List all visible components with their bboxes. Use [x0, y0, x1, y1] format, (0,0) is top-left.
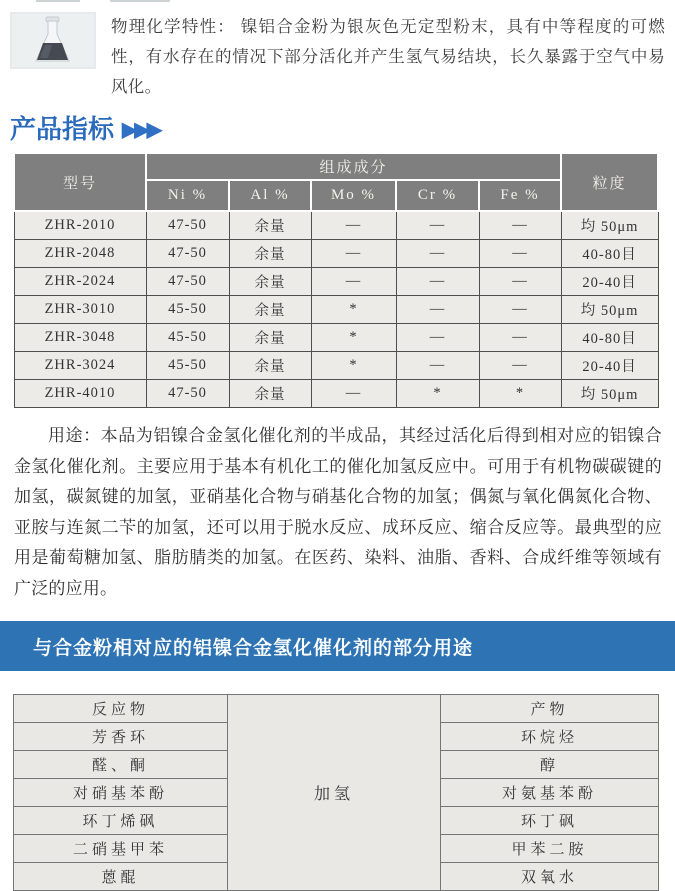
al-cell: 余量 — [229, 268, 311, 296]
cr-cell: — — [396, 296, 479, 324]
al-cell: 余量 — [229, 211, 311, 240]
fe-cell: — — [479, 211, 561, 240]
reactant-cell: 对硝基苯酚 — [14, 779, 228, 807]
ni-cell: 45-50 — [146, 352, 229, 380]
al-cell: 余量 — [229, 352, 311, 380]
product-cell: 对氨基苯酚 — [441, 779, 659, 807]
reactant-cell: 芳香环 — [14, 723, 228, 751]
ni-cell: 47-50 — [146, 240, 229, 268]
intro-section — [0, 0, 675, 102]
table-row — [14, 324, 658, 352]
ni-cell: 47-50 — [146, 211, 229, 240]
model-cell: ZHR-3024 — [14, 352, 146, 380]
mo-cell: * — [311, 296, 396, 324]
al-cell: 余量 — [229, 324, 311, 352]
table-row — [14, 240, 658, 268]
al-cell: 余量 — [229, 380, 311, 408]
table-row — [14, 296, 658, 324]
model-cell: ZHR-3048 — [14, 324, 146, 352]
model-cell: ZHR-2010 — [14, 211, 146, 240]
flask-icon — [10, 12, 96, 69]
scan-artifact — [110, 0, 170, 2]
hydrogenation-center-cell: 加氢 — [228, 695, 441, 891]
col-header-fe: Fe % — [479, 180, 561, 211]
size-cell: 40-80目 — [561, 240, 658, 268]
col-header-al: Al % — [229, 180, 311, 211]
table-row — [14, 211, 658, 240]
section-banner — [0, 621, 675, 671]
ni-cell: 47-50 — [146, 268, 229, 296]
cr-cell: — — [396, 240, 479, 268]
col-header-composition: 组成成分 — [146, 153, 561, 180]
reactant-cell: 环丁烯砜 — [14, 807, 228, 835]
product-cell: 甲苯二胺 — [441, 835, 659, 863]
mo-cell: * — [311, 352, 396, 380]
ni-cell: 45-50 — [146, 296, 229, 324]
col-header-ni: Ni % — [146, 180, 229, 211]
table-row — [14, 268, 658, 296]
scan-artifact — [36, 0, 80, 2]
cr-cell: — — [396, 211, 479, 240]
col-header-mo: Mo % — [311, 180, 396, 211]
section-title-text: 产品指标 — [10, 113, 115, 144]
fe-cell: — — [479, 240, 561, 268]
reactant-cell: 反应物 — [14, 695, 228, 723]
al-cell: 余量 — [229, 240, 311, 268]
model-cell: ZHR-2048 — [14, 240, 146, 268]
product-cell: 双氧水 — [441, 863, 659, 891]
fe-cell: — — [479, 324, 561, 352]
col-header-particle-size: 粒度 — [561, 153, 658, 211]
size-cell: 均 50μm — [561, 211, 658, 240]
product-cell: 环丁砜 — [441, 807, 659, 835]
ni-cell: 45-50 — [146, 324, 229, 352]
cr-cell: — — [396, 324, 479, 352]
fe-cell: — — [479, 296, 561, 324]
size-cell: 40-80目 — [561, 324, 658, 352]
banner-title: 与合金粉相对应的铝镍合金氢化催化剂的部分用途 — [33, 637, 474, 659]
cr-cell: — — [396, 352, 479, 380]
application-table — [13, 694, 659, 891]
model-cell: ZHR-3010 — [14, 296, 146, 324]
mo-cell: — — [311, 240, 396, 268]
product-cell: 醇 — [441, 751, 659, 779]
size-cell: 20-40目 — [561, 268, 658, 296]
reactant-cell: 醛、酮 — [14, 751, 228, 779]
fe-cell: — — [479, 268, 561, 296]
usage-paragraph: 用途：本品为铝镍合金氢化催化剂的半成品，其经过活化后得到相对应的铝镍合金氢化催化剂。主要应用于基本有机化工的催化加氢反应中。可用于有机物碳碳键的加氢，碳氮键的加氢，亚硝基化合物与硝基化合物的加氢；偶氮与氧化偶氮化合物、亚胺与连氮二苄的加氢，还可以用于脱水反应、成环反应、缩合反应等。最典型的应用是葡萄糖加氢、脂肪腈类的加氢。在医药、染料、油脂、香料、合成纤维等领域有广泛的应用。 — [14, 426, 662, 598]
product-cell: 环烷烃 — [441, 723, 659, 751]
cr-cell: * — [396, 380, 479, 408]
col-header-model: 型号 — [14, 153, 146, 211]
mo-cell: — — [311, 268, 396, 296]
reactant-cell: 二硝基甲苯 — [14, 835, 228, 863]
col-header-cr: Cr % — [396, 180, 479, 211]
flask-photo — [10, 12, 96, 69]
size-cell: 均 50μm — [561, 296, 658, 324]
intro-text: 物理化学特性： 镍铝合金粉为银灰色无定型粉末，具有中等程度的可燃性，有水存在的情况下部分活化并产生氢气易结块，长久暴露于空气中易风化。 — [111, 18, 665, 96]
reactant-cell: 蒽醌 — [14, 863, 228, 891]
mo-cell: * — [311, 324, 396, 352]
mo-cell: — — [311, 380, 396, 408]
triple-arrow-icon: ▶▶▶ — [122, 119, 160, 141]
table-row — [14, 695, 659, 723]
fe-cell: — — [479, 352, 561, 380]
mo-cell: — — [311, 211, 396, 240]
section-title — [10, 112, 675, 145]
table-row — [14, 352, 658, 380]
model-cell: ZHR-4010 — [14, 380, 146, 408]
model-cell: ZHR-2024 — [14, 268, 146, 296]
fe-cell: * — [479, 380, 561, 408]
ni-cell: 47-50 — [146, 380, 229, 408]
spec-table — [13, 152, 659, 408]
size-cell: 20-40目 — [561, 352, 658, 380]
table-row — [14, 380, 658, 408]
cr-cell: — — [396, 268, 479, 296]
al-cell: 余量 — [229, 296, 311, 324]
size-cell: 均 50μm — [561, 380, 658, 408]
product-cell: 产物 — [441, 695, 659, 723]
